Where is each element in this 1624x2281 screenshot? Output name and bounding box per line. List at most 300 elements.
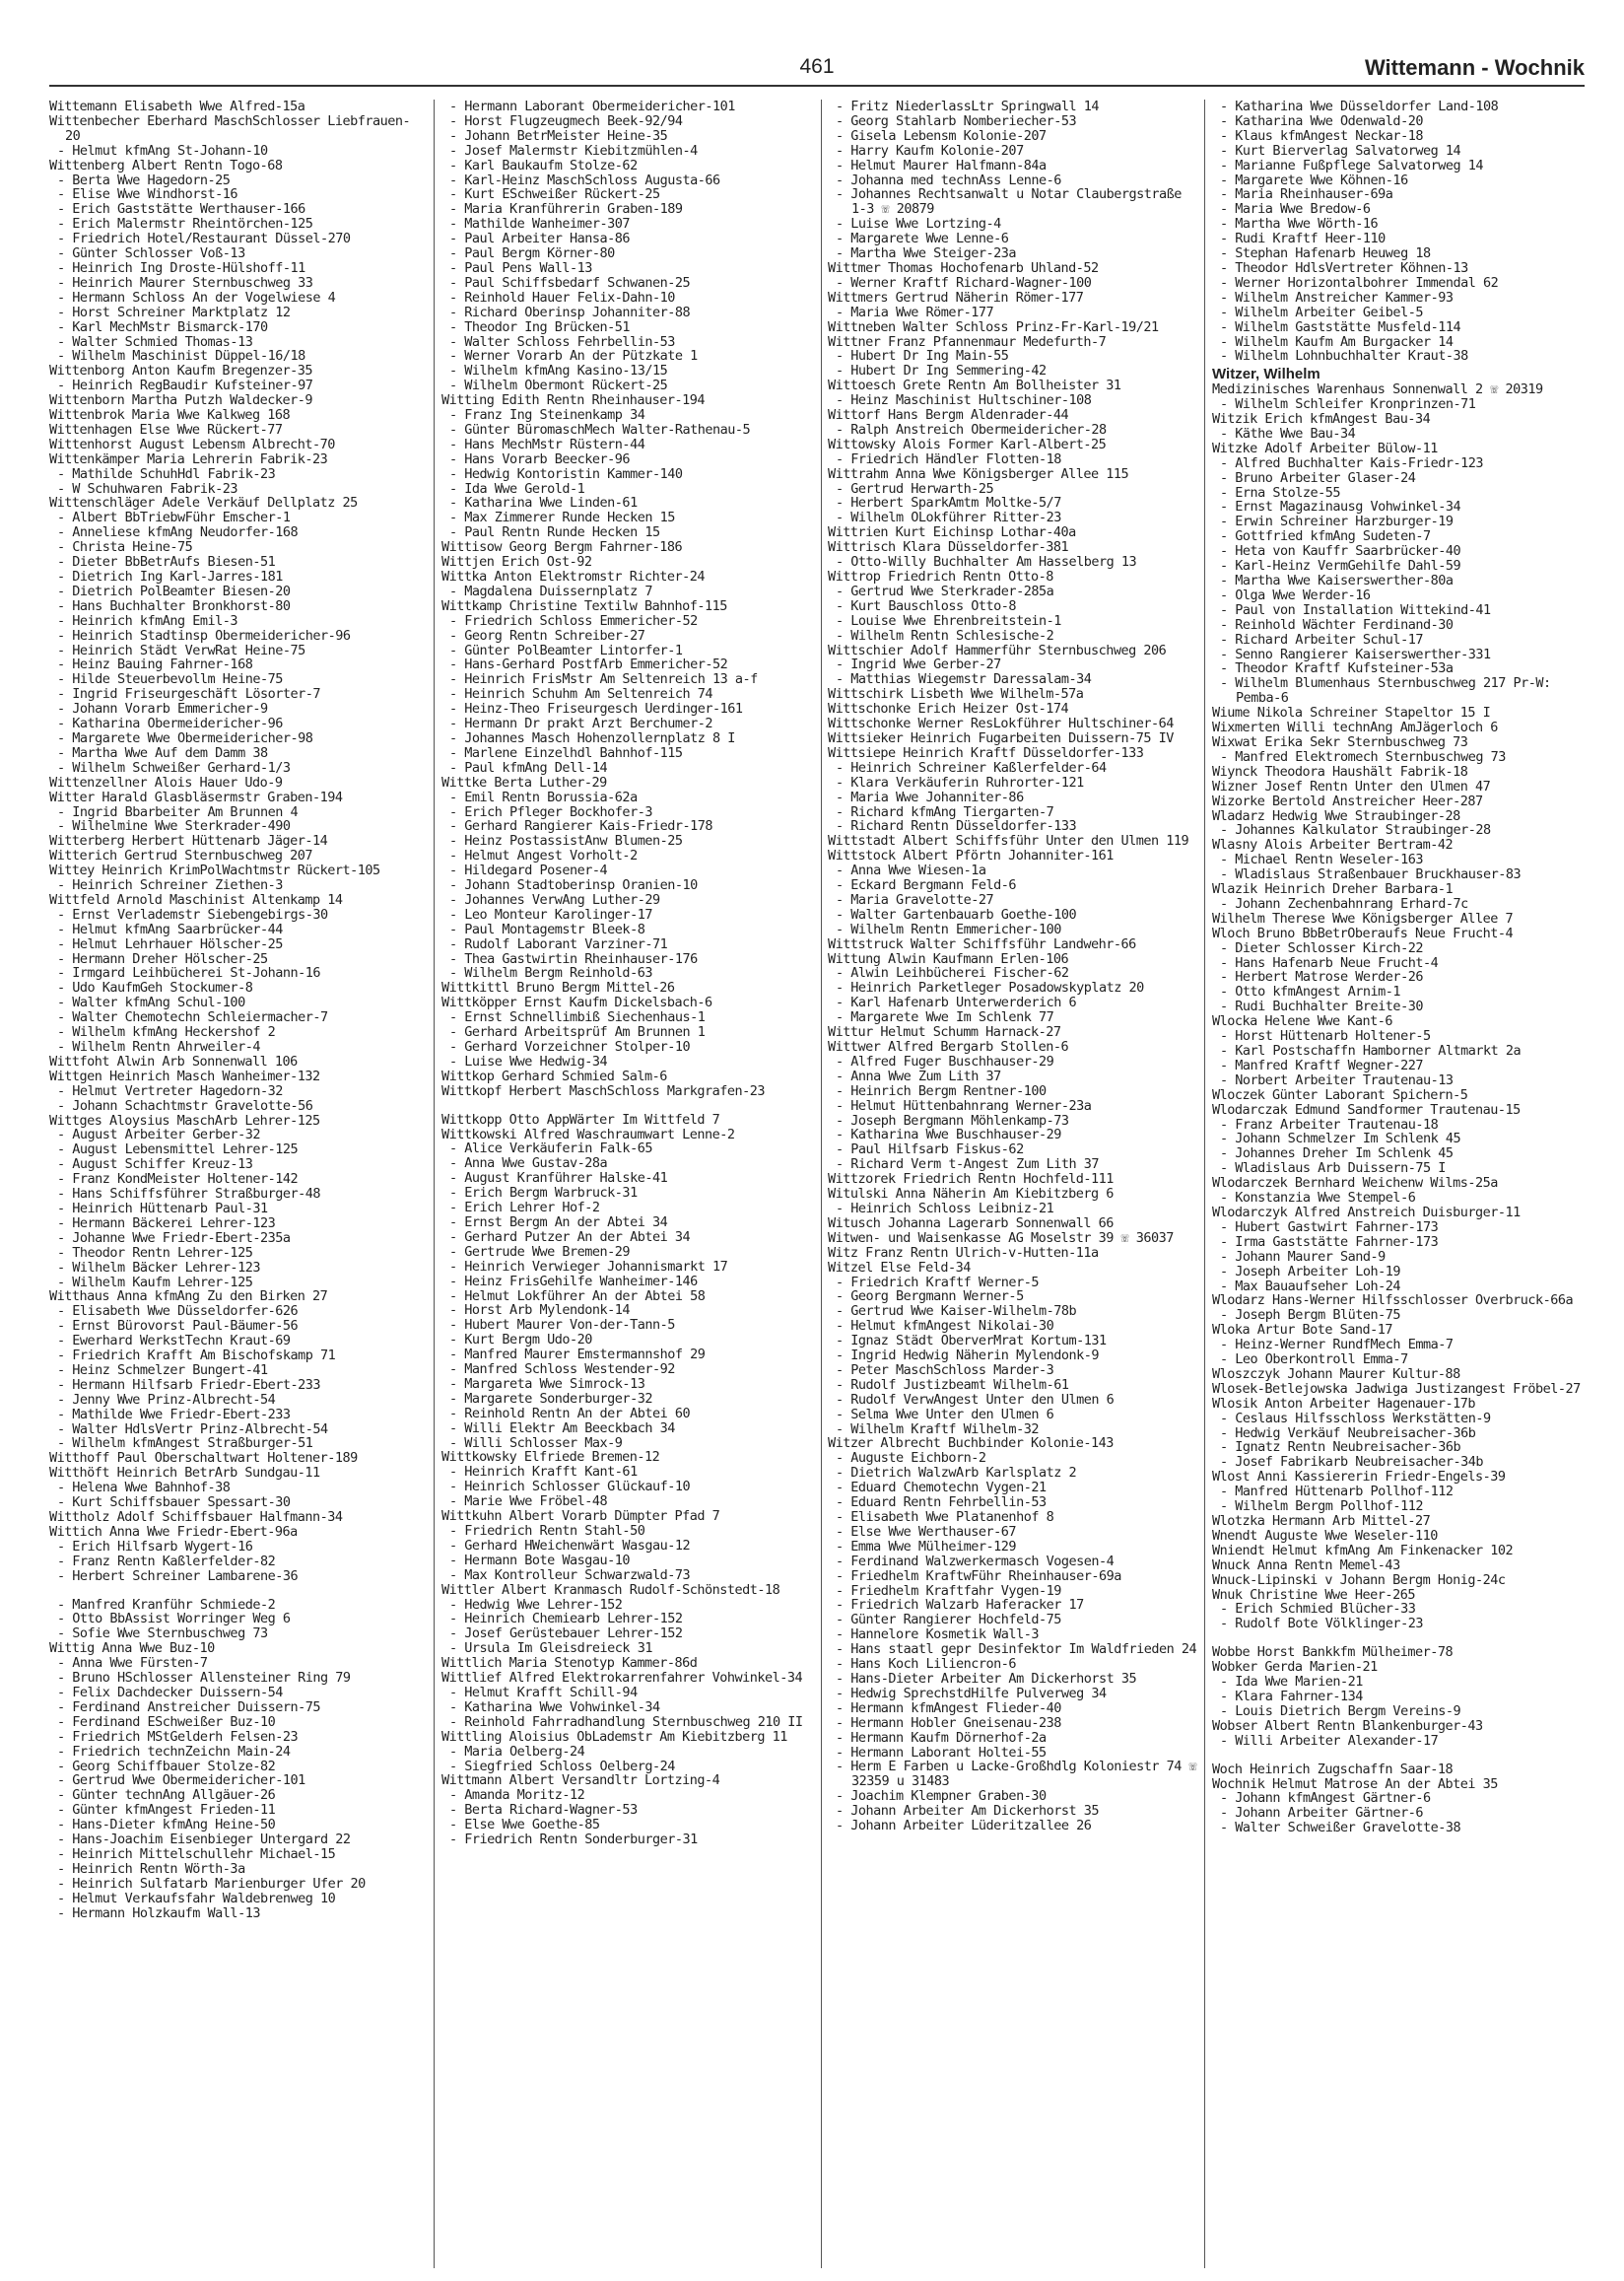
directory-entry: - Else Wwe Goethe-85: [449, 1817, 600, 1833]
directory-entry: - Kurt Bauschloss Otto-8: [836, 597, 1017, 614]
directory-entry: - Louise Wwe Ehrenbreitstein-1: [836, 612, 1061, 629]
directory-entry: - Ernst Magazinausg Vohwinkel-34: [1220, 499, 1461, 516]
directory-entry: Wittenkämper Maria Lehrerin Fabrik-23: [49, 450, 328, 467]
directory-entry: - Heinz-Werner RundfMech Emma-7: [1220, 1337, 1454, 1353]
directory-entry: - Amanda Moritz-12: [449, 1787, 585, 1804]
directory-entry: - Walter Schmied Thomas-13: [57, 333, 253, 350]
directory-entry: - Ferdinand ESchweißer Buz-10: [57, 1713, 276, 1730]
directory-entry: Wittig Anna Wwe Buz-10: [49, 1640, 215, 1657]
directory-entry: - Maria Oelberg-24: [449, 1743, 585, 1760]
directory-entry: - Louis Dietrich Bergm Vereins-9: [1220, 1702, 1461, 1719]
directory-entry: Wochnik Helmut Matrose An der Abtei 35: [1212, 1775, 1498, 1792]
directory-column-1: [49, 100, 424, 2268]
directory-entry: - Käthe Wwe Bau-34: [1220, 425, 1356, 442]
directory-entry: - Johann Arbeiter Gärtner-6: [1220, 1805, 1423, 1822]
directory-entry: - Johanne Wwe Friedr-Ebert-235a: [57, 1229, 291, 1246]
directory-entry: - Magdalena Duissernplatz 7: [449, 583, 652, 599]
directory-entry: - Helmut kfmAngest Nikolai-30: [836, 1318, 1054, 1335]
directory-entry: - Heinrich Hüttenarb Paul-31: [57, 1200, 268, 1216]
directory-entry: - Elisabeth Wwe Düsseldorfer-626: [57, 1303, 299, 1320]
directory-entry: - Erich Hilfsarb Wygert-16: [57, 1538, 253, 1555]
directory-entry: - Johannes Kalkulator Straubinger-28: [1220, 822, 1491, 839]
directory-entry: - Ralph Anstreich Obermeidericher-28: [836, 421, 1107, 438]
directory-entry: Wittka Anton Elektromstr Richter-24: [441, 569, 705, 585]
directory-entry: - Hermann Dreher Hölscher-25: [57, 950, 268, 967]
directory-entry: - Heinrich Schreiner Kaßlerfelder-64: [836, 759, 1107, 776]
directory-entry: - Dietrich WalzwArb Karlsplatz 2: [836, 1465, 1077, 1482]
directory-entry: Wlazik Heinrich Dreher Barbara-1: [1212, 881, 1454, 898]
directory-entry: Woch Heinrich Zugschaffn Saar-18: [1212, 1761, 1454, 1777]
directory-entry: - Ingrid Wwe Gerber-27: [836, 657, 1001, 673]
directory-entry: Wlodarz Hans-Werner Hilfsschlosser Overbruck-66a: [1212, 1292, 1574, 1309]
directory-entry: - August Schiffer Kreuz-13: [57, 1156, 253, 1173]
column-divider: [434, 100, 435, 2268]
directory-entry: Wlodarczek Bernhard Weichenw Wilms-25a: [1212, 1175, 1498, 1192]
directory-entry: - Johanna med technAss Lenne-6: [836, 172, 1061, 188]
directory-entry: - Martha Wwe Auf dem Damm 38: [57, 744, 268, 761]
directory-entry: - Karl-Heinz MaschSchloss Augusta-66: [449, 172, 720, 188]
directory-entry: Wittenborn Martha Putzh Waldecker-9: [49, 392, 312, 409]
directory-entry: - Paul Pens Wall-13: [449, 259, 592, 276]
directory-entry: - Margarete Wwe Obermeidericher-98: [57, 729, 313, 746]
directory-entry: - Hedwig Kontoristin Kammer-140: [449, 465, 683, 482]
directory-entry: - Karl MechMstr Bismarck-170: [57, 318, 268, 335]
directory-entry: - Marlene Einzelhdl Bahnhof-115: [449, 744, 683, 761]
directory-entry: Wlodarczak Edmund Sandformer Trautenau-15: [1212, 1101, 1521, 1118]
directory-entry: Wittisow Georg Bergm Fahrner-186: [441, 539, 683, 556]
directory-entry: - Katharina Wwe Buschhauser-29: [836, 1127, 1061, 1143]
directory-entry: - Franz Arbeiter Trautenau-18: [1220, 1116, 1439, 1133]
directory-entry: Wobbe Horst Bankkfm Mülheimer-78: [1212, 1644, 1454, 1661]
directory-entry: - Gertrud Wwe Sterkrader-285a: [836, 583, 1054, 599]
directory-entry: - Wilhelm kfmAngest Straßburger-51: [57, 1435, 313, 1452]
directory-entry: - Marie Wwe Fröbel-48: [449, 1493, 608, 1510]
directory-entry: Wnuck Anna Rentn Memel-43: [1212, 1556, 1400, 1573]
directory-entry: Wittlich Maria Stenotyp Kammer-86d: [441, 1655, 698, 1672]
directory-entry: - Klara Verkäuferin Ruhrorter-121: [836, 774, 1084, 791]
directory-entry: - Siegfried Schloss Oelberg-24: [449, 1758, 675, 1774]
directory-entry: - Ingrid Friseurgeschäft Lösorter-7: [57, 686, 320, 703]
directory-entry: - Johann Zechenbahnrang Erhard-7c: [1220, 895, 1468, 912]
directory-entry: - Matthias Wiegemstr Daressalam-34: [836, 671, 1092, 688]
directory-entry: - Eduard Rentn Fehrbellin-53: [836, 1494, 1047, 1511]
directory-entry: - Willi Elektr Am Beeckbach 34: [449, 1419, 675, 1436]
directory-entry: - Mathilde Wwe Friedr-Ebert-233: [57, 1406, 291, 1422]
directory-entry: - Helmut Krafft Schill-94: [449, 1684, 638, 1700]
directory-entry: - Rudi Buchhalter Breite-30: [1220, 999, 1423, 1015]
directory-entry: Wittstadt Albert Schiffsführ Unter den Ulmen 119: [828, 833, 1189, 850]
directory-entry: - Manfred Hüttenarb Pollhof-112: [1220, 1484, 1454, 1500]
directory-entry: - Manfred Maurer Emstermannshof 29: [449, 1347, 706, 1363]
directory-entry: - Ida Wwe Gerold-1: [449, 480, 585, 497]
directory-entry: - Felix Dachdecker Duissern-54: [57, 1684, 283, 1700]
directory-entry: - Johann Maurer Sand-9: [1220, 1248, 1386, 1265]
directory-entry: - Herbert Matrose Werder-26: [1220, 969, 1423, 986]
directory-entry: - Reinhold Fahrradhandlung Sternbuschweg 210 II: [449, 1713, 803, 1730]
directory-entry: - Wilhelm Rentn Ahrweiler-4: [57, 1039, 260, 1055]
directory-entry: Witzer Albrecht Buchbinder Kolonie-143: [828, 1435, 1114, 1452]
directory-entry: - Alfred Buchhalter Kais-Friedr-123: [1220, 454, 1483, 471]
directory-entry: - Manfred Elektromech Sternbuschweg 73: [1220, 748, 1506, 765]
directory-entry: Wittges Aloysius MaschArb Lehrer-125: [49, 1112, 320, 1129]
directory-entry: Wittrien Kurt Eichinsp Lothar-40a: [828, 524, 1076, 541]
directory-entry: Witzel Else Feld-34: [828, 1259, 971, 1276]
directory-entry: - Johann Arbeiter Am Dickerhorst 35: [836, 1803, 1099, 1820]
directory-entry: - Georg Schiffbauer Stolze-82: [57, 1758, 276, 1774]
directory-entry: Witthoff Paul Oberschaltwart Holtener-189: [49, 1450, 358, 1467]
directory-entry: Wlosik Anton Arbeiter Hagenauer-17b: [1212, 1395, 1475, 1412]
directory-entry: - Konstanzia Wwe Stempel-6: [1220, 1190, 1416, 1207]
directory-entry: Wittstock Albert Pförtn Johanniter-161: [828, 848, 1114, 864]
directory-entry: - Heinrich Parketleger Posadowskyplatz 20: [836, 980, 1144, 997]
directory-entry: - Walter Schweißer Gravelotte-38: [1220, 1820, 1461, 1836]
directory-entry: Wloch Bruno BbBetrOberaufs Neue Frucht-4: [1212, 925, 1514, 941]
directory-entry: Wlotzka Hermann Arb Mittel-27: [1212, 1513, 1431, 1529]
directory-entry: - Erich Pfleger Bockhofer-3: [449, 803, 652, 820]
directory-entry: - Mathilde SchuhHdl Fabrik-23: [57, 465, 276, 482]
directory-entry: - Günter BüromaschMech Walter-Rathenau-5: [449, 421, 751, 438]
directory-entry: - Helmut Lokführer An der Abtei 58: [449, 1287, 706, 1304]
directory-entry: - Max Zimmerer Runde Hecken 15: [449, 510, 675, 526]
directory-entry: - Johannes Masch Hohenzollernplatz 8 I: [449, 729, 735, 746]
directory-entry: Wittkowski Alfred Waschraumwart Lenne-2: [441, 1126, 735, 1142]
directory-entry: - Hermann Hobler Gneisenau-238: [836, 1714, 1061, 1731]
directory-entry: Wloszczyk Johann Maurer Kultur-88: [1212, 1365, 1460, 1382]
directory-entry: - Helmut kfmAng Saarbrücker-44: [57, 921, 283, 937]
directory-entry: - Ernst Verlademstr Siebengebirgs-30: [57, 906, 328, 923]
directory-entry: - Heinrich Stadtinsp Obermeidericher-96: [57, 627, 351, 644]
directory-entry: - Hedwig SprechstdHilfe Pulverweg 34: [836, 1685, 1107, 1701]
directory-entry: - Heinz Bauing Fahrner-168: [57, 657, 253, 673]
directory-entry: - Hermann Holzkaufm Wall-13: [57, 1904, 260, 1921]
directory-entry: - Bruno Arbeiter Glaser-24: [1220, 469, 1416, 486]
directory-entry: - Irma Gaststätte Fahrner-173: [1220, 1233, 1439, 1250]
directory-entry: Wittmann Albert Versandltr Lortzing-4: [441, 1772, 720, 1789]
directory-entry: - Dietrich Ing Karl-Jarres-181: [57, 569, 283, 585]
directory-entry: - Erich Gaststätte Werthauser-166: [57, 201, 305, 218]
directory-entry: - Ceslaus Hilfsschloss Werkstätten-9: [1220, 1410, 1491, 1426]
directory-entry: Wittholz Adolf Schiffsbauer Halfmann-34: [49, 1509, 343, 1525]
directory-entry: Wloczek Günter Laborant Spichern-5: [1212, 1086, 1468, 1103]
directory-entry: Wittke Berta Luther-29: [441, 774, 607, 791]
directory-entry: - Wilhelm Obermont Rückert-25: [449, 378, 668, 394]
directory-entry: - Ingrid Bbarbeiter Am Brunnen 4: [57, 803, 299, 820]
directory-entry: - Günter kfmAngest Frieden-11: [57, 1802, 276, 1819]
directory-entry: Wittrop Friedrich Rentn Otto-8: [828, 569, 1053, 585]
directory-entry: - Günter PolBeamter Lintorfer-1: [449, 642, 683, 658]
directory-entry: Wittwer Alfred Bergarb Stollen-6: [828, 1039, 1069, 1055]
directory-entry: - Hans Hafenarb Neue Frucht-4: [1220, 954, 1439, 971]
directory-entry: - Gerhard Vorzeichner Stolper-10: [449, 1039, 691, 1055]
directory-entry: - Heinrich Maurer Sternbuschweg 33: [57, 274, 313, 291]
directory-entry: - Stephan Hafenarb Heuweg 18: [1220, 245, 1431, 262]
directory-entry: Wittsiepe Heinrich Kraftf Düsseldorfer-133: [828, 744, 1144, 761]
directory-entry: Witusch Johanna Lagerarb Sonnenwall 66: [828, 1214, 1114, 1231]
running-head: Wittemann - Wochnik: [1364, 55, 1585, 80]
directory-entry: - Heinrich kfmAng Emil-3: [57, 612, 238, 629]
directory-entry: Wittling Aloisius ObLademstr Am Kiebitzberg 11: [441, 1728, 787, 1745]
directory-entry: - Friedrich Hotel/Restaurant Düssel-270: [57, 231, 351, 247]
directory-entry: - Paul Rentn Runde Hecken 15: [449, 524, 660, 541]
directory-entry: - Otto BbAssist Worringer Weg 6: [57, 1611, 291, 1627]
directory-entry: - Franz Ing Steinenkamp 34: [449, 407, 645, 424]
directory-entry: - Katharina Wwe Odenwald-20: [1220, 112, 1423, 129]
directory-entry: - Wilhelm Anstreicher Kammer-93: [1220, 289, 1454, 306]
directory-entry: - August Lebensmittel Lehrer-125: [57, 1141, 299, 1158]
directory-entry: - Hermann Kaufm Dörnerhof-2a: [836, 1729, 1047, 1746]
directory-entry: - Walter Gartenbauarb Goethe-100: [836, 906, 1077, 923]
directory-entry: - Ernst Bergm An der Abtei 34: [449, 1213, 668, 1230]
directory-entry: - Leo Monteur Karolinger-17: [449, 906, 652, 923]
directory-entry: - Johann BetrMeister Heine-35: [449, 127, 668, 144]
directory-entry: Witzke Adolf Arbeiter Bülow-11: [1212, 440, 1438, 456]
directory-entry: Wladarz Hedwig Wwe Straubinger-28: [1212, 807, 1460, 824]
directory-entry: - Ernst Bürovorst Paul-Bäumer-56: [57, 1318, 299, 1335]
directory-entry: Wittfeld Arnold Maschinist Altenkamp 14: [49, 891, 343, 908]
directory-entry: - Wilhelm OLokführer Ritter-23: [836, 510, 1061, 526]
directory-entry: - Hubert Gastwirt Fahrner-173: [1220, 1218, 1439, 1235]
directory-entry: - Reinhold Wächter Ferdinand-30: [1220, 616, 1454, 633]
directory-entry: - Wilhelm kfmAng Heckershof 2: [57, 1024, 276, 1041]
directory-entry: Wilhelm Therese Wwe Königsberger Allee 7: [1212, 910, 1514, 927]
directory-entry: - Senno Rangierer Kaiserswerther-331: [1220, 646, 1491, 662]
directory-entry: - Wilhelm Bergm Reinhold-63: [449, 965, 652, 982]
directory-entry: Wittung Alwin Kaufmann Erlen-106: [828, 950, 1069, 967]
directory-entry: - Gertrude Wwe Bremen-29: [449, 1243, 631, 1260]
directory-entry: Wittenzellner Alois Hauer Udo-9: [49, 774, 283, 791]
directory-entry: - Wilhelm Arbeiter Geibel-5: [1220, 304, 1423, 320]
directory-entry: - Rudolf Justizbeamt Wilhelm-61: [836, 1376, 1069, 1393]
directory-entry: - Karl Baukaufm Stolze-62: [449, 157, 638, 173]
directory-entry: - Walter kfmAng Schul-100: [57, 995, 245, 1011]
directory-entry: - Erich Lehrer Hof-2: [449, 1200, 600, 1216]
directory-entry: - Selma Wwe Unter den Ulmen 6: [836, 1406, 1054, 1422]
directory-entry: - Hans-Gerhard PostfArb Emmericher-52: [449, 657, 728, 673]
directory-entry: - Wilhelm Gaststätte Musfeld-114: [1220, 318, 1461, 335]
directory-entry: - Anna Wwe Fürsten-7: [57, 1655, 208, 1672]
directory-entry: - Kurt ESchweißer Rückert-25: [449, 186, 660, 203]
directory-entry: Wittkittl Bruno Bergm Mittel-26: [441, 980, 675, 997]
column-divider: [1204, 100, 1205, 2268]
directory-entry: - Dietrich PolBeamter Biesen-20: [57, 583, 291, 599]
directory-entry: - Erwin Schreiner Harzburger-19: [1220, 514, 1454, 530]
directory-entry: - Horst Hüttenarb Holtener-5: [1220, 1028, 1431, 1045]
directory-entry: - Franz Rentn Kaßlerfelder-82: [57, 1553, 276, 1569]
directory-entry: Wniendt Helmut kfmAng Am Finkenacker 102: [1212, 1542, 1514, 1558]
directory-entry: - Rudolf VerwAngest Unter den Ulmen 6: [836, 1391, 1115, 1408]
directory-entry: - Ursula Im Gleisdreieck 31: [449, 1640, 652, 1657]
directory-entry: - Maria Kranführerin Graben-189: [449, 201, 683, 218]
directory-entry: - Kurt Schiffsbauer Spessart-30: [57, 1494, 291, 1511]
directory-entry: - Heinz Maschinist Hultschiner-108: [836, 392, 1092, 409]
directory-entry: Wittfoht Alwin Arb Sonnenwall 106: [49, 1053, 298, 1070]
directory-entry: - Hermann Hilfsarb Friedr-Ebert-233: [57, 1376, 320, 1393]
directory-entry: - Richard Verm t-Angest Zum Lith 37: [836, 1156, 1099, 1173]
directory-entry: - Paul Hilfsarb Fiskus-62: [836, 1141, 1024, 1158]
directory-entry: - Theodor Kraftf Kufsteiner-53a: [1220, 660, 1454, 677]
directory-entry: - Heinrich Sulfatarb Marienburger Ufer 20: [57, 1875, 366, 1892]
directory-entry: - Thea Gastwirtin Rheinhauser-176: [449, 950, 698, 967]
directory-entry: - Hans staatl gepr Desinfektor Im Waldfrieden 24: [836, 1641, 1197, 1658]
directory-entry: Witthaus Anna kfmAng Zu den Birken 27: [49, 1288, 328, 1305]
directory-entry: Wittrisch Klara Düsseldorfer-381: [828, 539, 1069, 556]
directory-entry: - Paul Montagemstr Bleek-8: [449, 921, 645, 937]
directory-entry: Wittich Anna Wwe Friedr-Ebert-96a: [49, 1523, 298, 1540]
directory-entry: - Erich Malermstr Rheintörchen-125: [57, 216, 313, 233]
directory-entry: - Friedrich Händler Flotten-18: [836, 450, 1061, 467]
directory-entry: - Dieter Schlosser Kirch-22: [1220, 939, 1423, 956]
directory-entry: - Anna Wwe Wiesen-1a: [836, 863, 986, 879]
directory-entry: Wittschonke Werner ResLokführer Hultschiner-64: [828, 716, 1174, 732]
directory-entry: - Joseph Bergm Blüten-75: [1220, 1307, 1401, 1324]
directory-entry: - Helmut Vertreter Hagedorn-32: [57, 1082, 283, 1099]
directory-entry: - Manfred Schloss Westender-92: [449, 1361, 675, 1378]
directory-entry: - Otto-Willy Buchhalter Am Hasselberg 13: [836, 554, 1137, 571]
directory-entry: Wittkamp Christine Textilw Bahnhof-115: [441, 597, 727, 614]
directory-entry: - Johannes Rechtsanwalt u Notar Claubergstraße 1-3 ☏ 20879: [836, 186, 1182, 218]
directory-entry: - Gisela Lebensm Kolonie-207: [836, 127, 1047, 144]
directory-entry: Wlocka Helene Wwe Kant-6: [1212, 1013, 1393, 1030]
directory-entry: - Josef Fabrikarb Neubreisacher-34b: [1220, 1454, 1483, 1471]
directory-entry: - Dieter BbBetrAufs Biesen-51: [57, 554, 276, 571]
directory-entry: - Helmut Angest Vorholt-2: [449, 848, 638, 864]
directory-entry: - Reinhold Rentn An der Abtei 60: [449, 1405, 691, 1421]
directory-entry: - Joseph Bergmann Möhlenkamp-73: [836, 1112, 1069, 1129]
directory-entry: Witterberg Herbert Hüttenarb Jäger-14: [49, 833, 328, 850]
directory-entry: - Franz KondMeister Holtener-142: [57, 1171, 299, 1188]
directory-entry: Wittschonke Erich Heizer Ost-174: [828, 701, 1069, 718]
directory-entry: - Josef Gerüstebauer Lehrer-152: [449, 1625, 683, 1642]
directory-entry: - Johann Stadtoberinsp Oranien-10: [449, 877, 698, 894]
directory-entry: Witwen- und Waisenkasse AG Moselstr 39 ☏ 36037: [828, 1229, 1174, 1246]
directory-entry: - Hedwig Wwe Lehrer-152: [449, 1596, 623, 1613]
directory-entry: Wittrahm Anna Wwe Königsberger Allee 115: [828, 465, 1129, 482]
directory-entry: - Heinrich Bergm Rentner-100: [836, 1082, 1047, 1099]
directory-entry: - Josef Malermstr Kiebitzmühlen-4: [449, 142, 698, 159]
directory-entry: - Katharina Obermeidericher-96: [57, 716, 283, 732]
directory-entry: - Friedhelm Kraftfahr Vygen-19: [836, 1582, 1061, 1599]
directory-entry: - Elise Wwe Windhorst-16: [57, 186, 238, 203]
directory-entry: - Hubert Dr Ing Semmering-42: [836, 363, 1047, 380]
directory-entry: - Wladislaus Arb Duissern-75 I: [1220, 1160, 1446, 1177]
directory-entry: - Erna Stolze-55: [1220, 484, 1341, 501]
directory-entry: Wnuck-Lipinski v Johann Bergm Honig-24c: [1212, 1571, 1506, 1588]
directory-entry: - Wilhelmine Wwe Sterkrader-490: [57, 818, 291, 835]
directory-entry: - Gottfried kfmAng Sudeten-7: [1220, 528, 1431, 545]
directory-entry: - Auguste Eichborn-2: [836, 1450, 986, 1467]
directory-entry: - Walter HdlsVertr Prinz-Albrecht-54: [57, 1420, 328, 1437]
directory-entry: - Hermann kfmAngest Flieder-40: [836, 1699, 1061, 1716]
directory-entry: - Anna Wwe Zum Lith 37: [836, 1068, 1001, 1084]
directory-entry: - Rudolf Bote Völklinger-23: [1220, 1616, 1423, 1632]
directory-entry: - Wilhelm Schweißer Gerhard-1/3: [57, 759, 291, 776]
directory-entry: Wittkop Gerhard Schmied Salm-6: [441, 1068, 667, 1084]
directory-entry: - Max Kontrolleur Schwarzwald-73: [449, 1566, 691, 1583]
directory-entry: - Ernst Schnellimbiß Siechenhaus-1: [449, 1009, 706, 1026]
directory-entry: - Udo KaufmGeh Stockumer-8: [57, 980, 253, 997]
directory-entry: - Gertrud Wwe Obermeidericher-101: [57, 1772, 305, 1789]
directory-entry: - Wilhelm Lohnbuchhalter Kraut-38: [1220, 348, 1468, 365]
directory-entry: - Heinz Schmelzer Bungert-41: [57, 1361, 268, 1378]
directory-entry: - Walter Schloss Fehrbellin-53: [449, 333, 675, 350]
directory-entry: - Horst Flugzeugmech Beek-92/94: [449, 112, 683, 129]
directory-entry: - Johann Vorarb Emmericher-9: [57, 701, 268, 718]
directory-entry: Wlosek-Betlejowska Jadwiga Justizangest Fröbel-27: [1212, 1380, 1581, 1397]
directory-entry: Wittschirk Lisbeth Wwe Wilhelm-57a: [828, 686, 1084, 703]
directory-entry: Wiynck Theodora Haushält Fabrik-18: [1212, 763, 1468, 780]
directory-entry: Wittenschläger Adele Verkäuf Dellplatz 25: [49, 495, 358, 512]
directory-entry: - Friedrich Schloss Emmericher-52: [449, 612, 698, 629]
directory-entry: Wittorf Hans Bergm Aldenrader-44: [828, 407, 1069, 424]
directory-entry: Wittler Albert Kranmasch Rudolf-Schönstedt-18: [441, 1581, 780, 1598]
directory-entry: - Theodor Ing Brücken-51: [449, 318, 631, 335]
directory-entry: - Horst Schreiner Marktplatz 12: [57, 304, 291, 320]
directory-entry: - Margarete Sonderburger-32: [449, 1390, 652, 1407]
directory-entry: - Helena Wwe Bahnhof-38: [57, 1480, 231, 1496]
directory-entry: - Wilhelm Kaufm Am Burgacker 14: [1220, 333, 1454, 350]
directory-entry: Wittkowsky Elfriede Bremen-12: [441, 1449, 660, 1466]
directory-entry: - Johann Schmelzer Im Schlenk 45: [1220, 1131, 1461, 1147]
directory-entry: Wittur Helmut Schumm Harnack-27: [828, 1024, 1061, 1041]
directory-entry: - Luise Wwe Hedwig-34: [449, 1053, 608, 1070]
directory-entry: - Werner Vorarb An der Pützkate 1: [449, 348, 698, 365]
directory-entry: - Wilhelm kfmAng Kasino-13/15: [449, 363, 668, 380]
directory-entry: - Günter Rangierer Hochfeld-75: [836, 1612, 1061, 1628]
directory-entry: - Heinrich FrisMstr Am Seltenreich 13 a-f: [449, 671, 758, 688]
directory-entry: Medizinisches Warenhaus Sonnenwall 2 ☏ 20319: [1212, 381, 1543, 398]
directory-entry: - Johann Schachtmstr Gravelotte-56: [57, 1097, 313, 1114]
directory-entry: - Katharina Wwe Vohwinkel-34: [449, 1698, 660, 1715]
directory-entry: - Paul Schiffsbedarf Schwanen-25: [449, 274, 691, 291]
directory-entry: - Heinrich Ing Droste-Hülshoff-11: [57, 259, 305, 276]
directory-entry: - Wilhelm Schleifer Kronprinzen-71: [1220, 396, 1476, 413]
directory-entry: Witzik Erich kfmAngest Bau-34: [1212, 411, 1431, 428]
directory-entry: - Albert BbTriebwFühr Emscher-1: [57, 510, 291, 526]
directory-entry: - Wladislaus Straßenbauer Bruckhauser-83: [1220, 866, 1522, 883]
directory-entry: - Manfred Kranführ Schmiede-2: [57, 1596, 276, 1613]
directory-entry: - Heinz PostassistAnw Blumen-25: [449, 833, 683, 850]
directory-entry: - Elisabeth Wwe Platanenhof 8: [836, 1509, 1054, 1525]
directory-entry: - Joachim Klempner Graben-30: [836, 1788, 1047, 1805]
directory-entry: - Paul von Installation Wittekind-41: [1220, 601, 1491, 618]
directory-entry: Wittenbrok Maria Wwe Kalkweg 168: [49, 407, 291, 424]
directory-entry: - Johannes Dreher Im Schlenk 45: [1220, 1145, 1454, 1162]
directory-entry: - Walter Chemotechn Schleiermacher-7: [57, 1009, 328, 1026]
directory-entry: - Hermann Bote Wasgau-10: [449, 1552, 631, 1568]
directory-entry: - Gertrud Wwe Kaiser-Wilhelm-78b: [836, 1303, 1077, 1320]
directory-entry: Wlasny Alois Arbeiter Bertram-42: [1212, 837, 1454, 854]
directory-entry: - Herbert SparkAmtm Moltke-5/7: [836, 495, 1061, 512]
directory-entry: Wittenhorst August Lebensm Albrecht-70: [49, 436, 335, 452]
directory-entry: Wittneben Walter Schloss Prinz-Fr-Karl-19/21: [828, 318, 1159, 335]
directory-entry: - Mathilde Wanheimer-307: [449, 216, 631, 233]
directory-entry: - Bruno HSchlosser Allensteiner Ring 79: [57, 1670, 351, 1687]
directory-entry: - Klara Fahrner-134: [1220, 1688, 1363, 1704]
directory-entry: - Erich Schmied Blücher-33: [1220, 1601, 1416, 1618]
directory-columns: [49, 100, 1587, 2268]
directory-entry: - Wilhelm Kraftf Wilhelm-32: [836, 1420, 1039, 1437]
directory-entry: - Ignatz Rentn Neubreisacher-36b: [1220, 1439, 1461, 1456]
directory-entry: - Hermann Schloss An der Vogelwiese 4: [57, 289, 336, 306]
directory-entry: - Maria Rheinhauser-69a: [1220, 186, 1393, 203]
directory-entry: - Günter technAng Allgäuer-26: [57, 1787, 276, 1804]
directory-entry: - Friedrich MStGelderh Felsen-23: [57, 1728, 299, 1745]
directory-entry: - Ignaz Städt OberverMrat Kortum-131: [836, 1333, 1107, 1349]
directory-entry: - Paul kfmAng Dell-14: [449, 759, 608, 776]
directory-entry: - Reinhold Hauer Felix-Dahn-10: [449, 289, 675, 306]
directory-entry: - Marianne Fußpflege Salvatorweg 14: [1220, 157, 1483, 173]
directory-entry: - Eduard Chemotechn Vygen-21: [836, 1480, 1047, 1496]
